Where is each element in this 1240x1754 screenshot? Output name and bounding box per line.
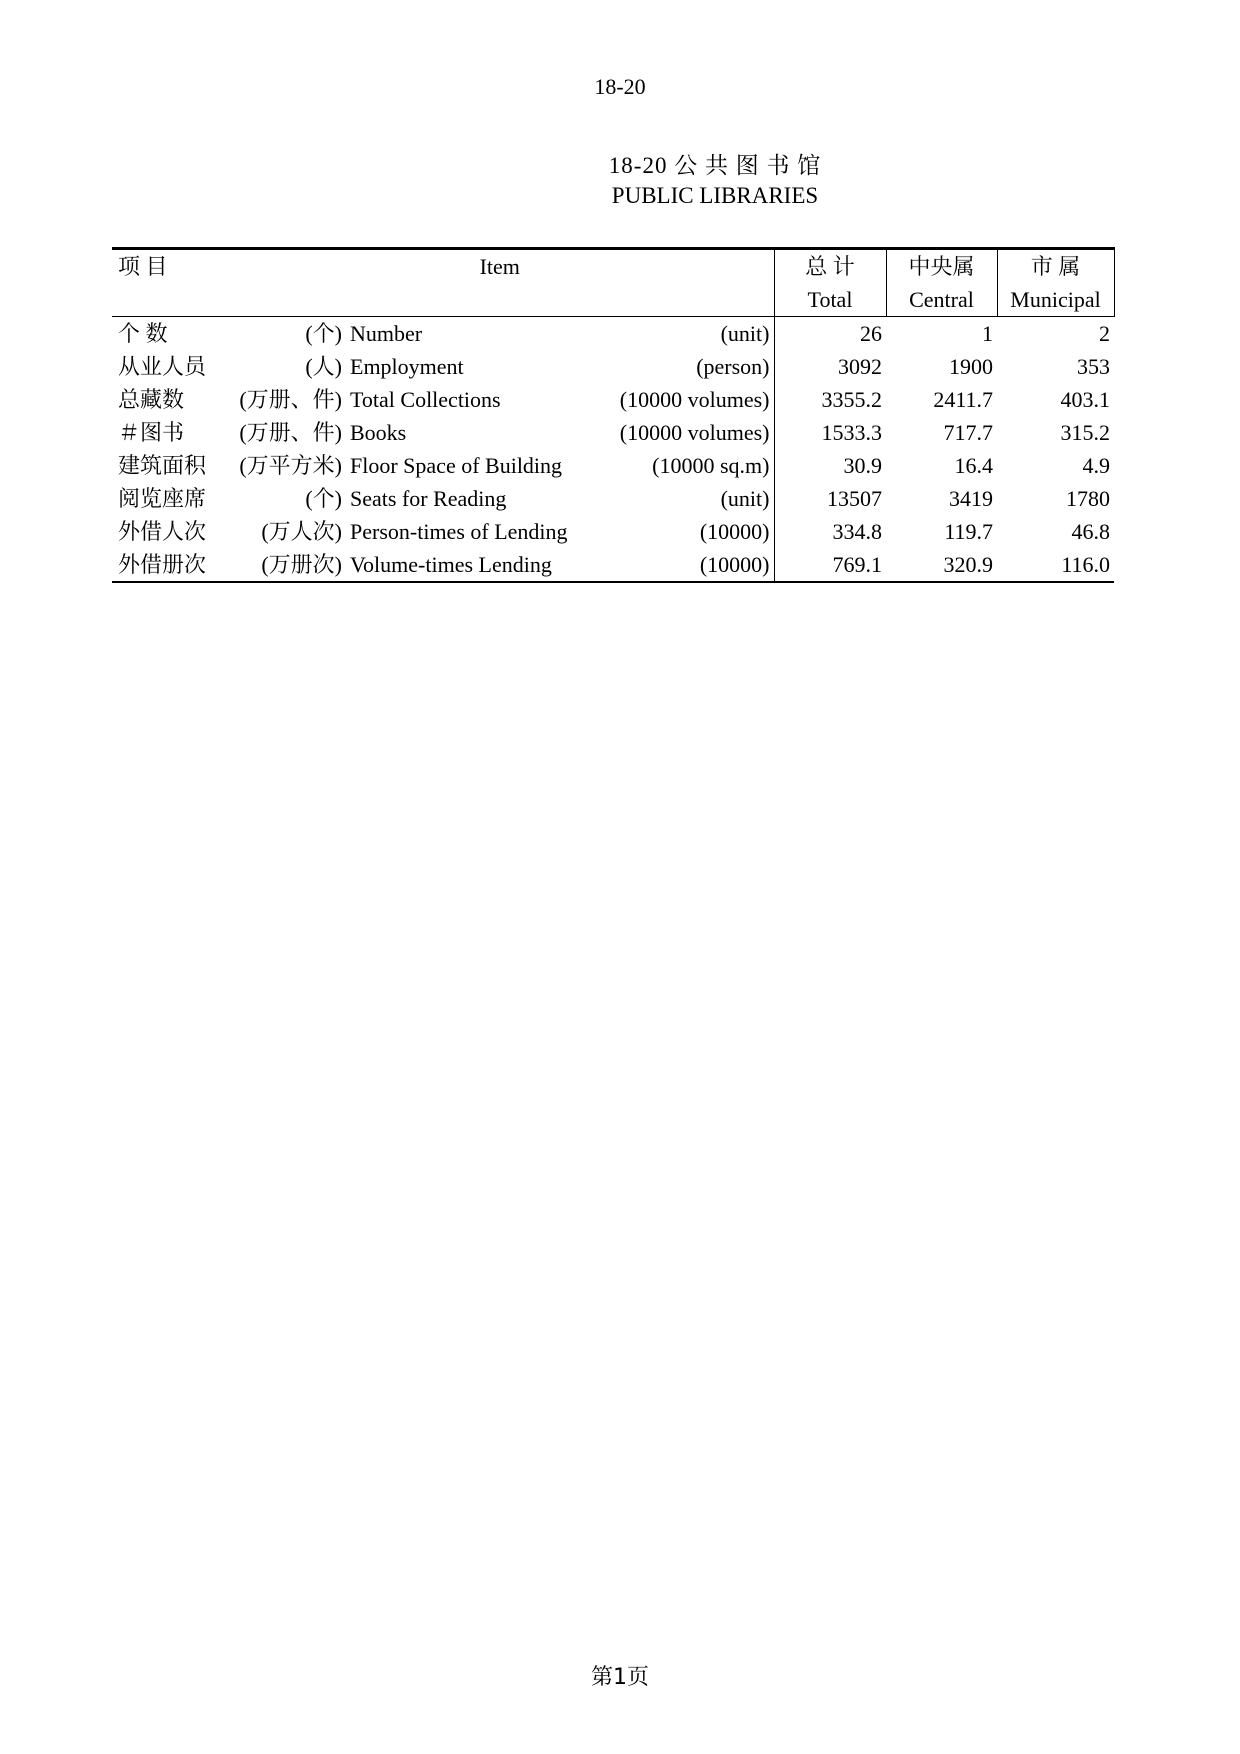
row-unit-zh: (万平方米): [239, 452, 342, 478]
table-title-en: PUBLIC LIBRARIES: [611, 183, 819, 208]
table-row: [112, 350, 1114, 383]
row-total: 1533.3: [774, 416, 886, 449]
row-unit-zh: (万册、件): [239, 419, 342, 445]
header-municipal-zh: 市 属: [997, 249, 1114, 284]
row-item-zh: 个 数: [118, 320, 168, 346]
row-unit-en: (10000 volumes): [619, 419, 770, 445]
row-central: 1900: [949, 353, 993, 379]
row-municipal: 1780: [1066, 485, 1110, 511]
header-central-en: Central: [886, 283, 997, 317]
header-item-zh: 项 目: [112, 249, 226, 284]
page-footer: 第1页: [591, 1665, 649, 1690]
row-item-zh: 总藏数: [118, 386, 185, 412]
row-total: 26: [774, 317, 886, 351]
row-item-zh: 阅览座席: [118, 485, 207, 511]
header-item-en: Item: [226, 249, 774, 284]
row-item-en: Volume-times Lending: [350, 548, 600, 582]
table-row: [112, 482, 1114, 515]
row-unit-en: (unit): [720, 485, 770, 511]
row-total: 3092: [774, 350, 886, 383]
row-municipal: 116.0: [997, 548, 1114, 582]
row-unit-en: (person): [696, 353, 770, 379]
row-central: 3419: [949, 485, 993, 511]
table-row: [112, 449, 1114, 482]
header-central-zh: 中央属: [886, 249, 997, 284]
row-municipal: 4.9: [1082, 452, 1110, 478]
row-unit-en: (unit): [720, 320, 770, 346]
public-libraries-table: [112, 247, 1115, 583]
page-number: 18-20: [594, 74, 646, 99]
row-item-en: Number: [350, 320, 423, 346]
row-item-zh: 外借册次: [112, 548, 226, 582]
row-item-zh: 建筑面积: [118, 452, 207, 478]
row-item-en: Total Collections: [350, 386, 501, 412]
row-municipal: 353: [1077, 353, 1110, 379]
row-total: 769.1: [774, 548, 886, 582]
header-total-zh: 总 计: [774, 249, 886, 284]
row-central: 16.4: [954, 452, 993, 478]
row-total: 13507: [774, 482, 886, 515]
row-municipal: 403.1: [1060, 386, 1110, 412]
row-unit-zh: (万人次): [261, 518, 342, 544]
table-row: [112, 548, 1114, 582]
row-central: 2411.7: [933, 386, 993, 412]
row-unit-en: (10000): [600, 548, 774, 582]
row-total: 30.9: [774, 449, 886, 482]
row-unit-zh: (个): [305, 320, 342, 346]
row-central: 119.7: [944, 518, 993, 544]
row-total: 3355.2: [774, 383, 886, 416]
row-unit-en: (10000 volumes): [619, 386, 770, 412]
row-item-en: Seats for Reading: [350, 485, 507, 511]
row-unit-zh: (人): [305, 353, 342, 379]
row-item-en: Person-times of Lending: [350, 518, 568, 544]
header-row-zh: [112, 249, 1114, 284]
row-unit-zh: (个): [305, 485, 342, 511]
row-central: 320.9: [886, 548, 997, 582]
row-item-zh: 外借人次: [118, 518, 207, 544]
header-row-en: [112, 283, 1114, 317]
table-title-zh: 18-20 公 共 图 书 馆: [608, 153, 822, 178]
row-municipal: 46.8: [1071, 518, 1110, 544]
header-total-en: Total: [774, 283, 886, 317]
row-item-zh: 从业人员: [118, 353, 207, 379]
row-municipal: 315.2: [1060, 419, 1110, 445]
row-municipal: 2: [1099, 320, 1110, 346]
table-row: [112, 416, 1114, 449]
table-row: [112, 383, 1114, 416]
row-item-en: Books: [350, 419, 407, 445]
row-central: 1: [982, 320, 993, 346]
row-unit-zh: (万册、件): [239, 386, 342, 412]
table-row: [112, 515, 1114, 548]
row-unit-en: (10000): [699, 518, 770, 544]
row-total: 334.8: [774, 515, 886, 548]
row-item-en: Employment: [350, 353, 464, 379]
row-unit-en: (10000 sq.m): [652, 452, 770, 478]
row-item-zh: ＃图书: [118, 419, 185, 445]
row-unit-zh: (万册次): [226, 548, 350, 582]
row-central: 717.7: [943, 419, 993, 445]
header-municipal-en: Municipal: [997, 283, 1114, 317]
table-row: [112, 317, 1114, 351]
row-item-en: Floor Space of Building: [350, 452, 563, 478]
